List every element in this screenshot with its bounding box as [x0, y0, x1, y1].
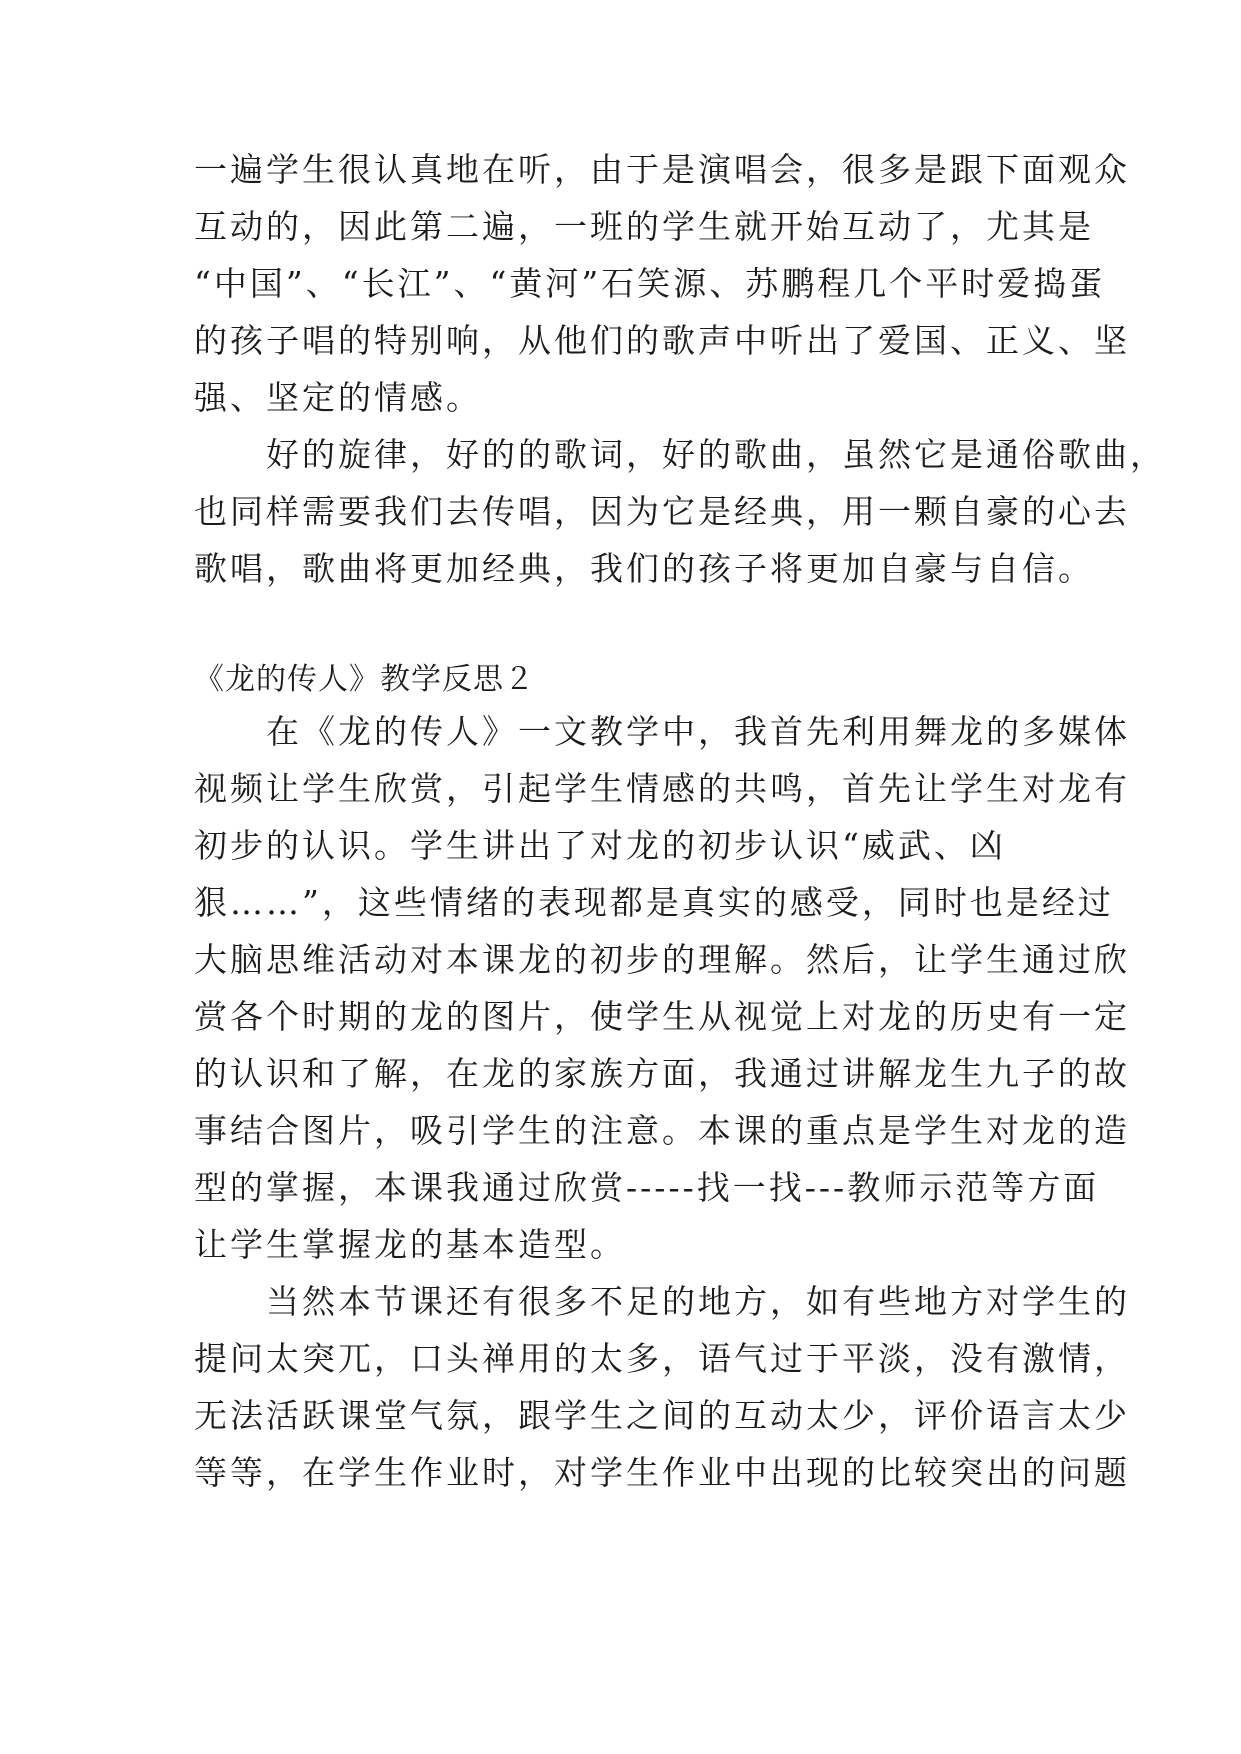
text-line: 在《龙的传人》一文教学中，我首先利用舞龙的多媒体	[194, 712, 1130, 751]
text-line: 型的掌握，本课我通过欣赏-----找一找---教师示范等方面	[194, 1168, 1100, 1207]
text-line: 大脑思维活动对本课龙的初步的理解。然后，让学生通过欣	[194, 940, 1130, 979]
text-line: 事结合图片，吸引学生的注意。本课的重点是学生对龙的造	[194, 1111, 1130, 1150]
text-line: 无法活跃课堂气氛，跟学生之间的互动太少，评价语言太少	[194, 1396, 1130, 1435]
text-line: 狠……”，这些情绪的表现都是真实的感受，同时也是经过	[194, 883, 1114, 922]
text-line: 让学生掌握龙的基本造型。	[194, 1225, 626, 1264]
text-line: 互动的，因此第二遍，一班的学生就开始互动了，尤其是	[194, 207, 1094, 246]
text-line: 视频让学生欣赏，引起学生情感的共鸣，首先让学生对龙有	[194, 769, 1130, 808]
text-line: 好的旋律，好的的歌词，好的歌曲，虽然它是通俗歌曲，	[194, 435, 1166, 474]
text-line: 赏各个时期的龙的图片，使学生从视觉上对龙的历史有一定	[194, 997, 1130, 1036]
text-line: 歌唱，歌曲将更加经典，我们的孩子将更加自豪与自信。	[194, 549, 1094, 588]
section-heading: 《龙的传人》教学反思２	[194, 662, 535, 697]
text-line: 的孩子唱的特别响，从他们的歌声中听出了爱国、正义、坚	[194, 321, 1130, 360]
text-line: 当然本节课还有很多不足的地方，如有些地方对学生的	[194, 1282, 1130, 1321]
text-line: 初步的认识。学生讲出了对龙的初步认识“威武、凶	[194, 826, 1006, 865]
text-line: 等等，在学生作业时，对学生作业中出现的比较突出的问题	[194, 1453, 1130, 1492]
text-line: 的认识和了解，在龙的家族方面，我通过讲解龙生九子的故	[194, 1054, 1130, 1093]
text-line: 也同样需要我们去传唱，因为它是经典，用一颗自豪的心去	[194, 492, 1130, 531]
text-line: 一遍学生很认真地在听，由于是演唱会，很多是跟下面观众	[194, 150, 1130, 189]
text-line: 提问太突兀，口头禅用的太多，语气过于平淡，没有激情，	[194, 1339, 1130, 1378]
text-line: “中国”、“长江”、“黄河”石笑源、苏鹏程几个平时爱捣蛋	[194, 264, 1106, 303]
text-line: 强、坚定的情感。	[194, 378, 482, 417]
